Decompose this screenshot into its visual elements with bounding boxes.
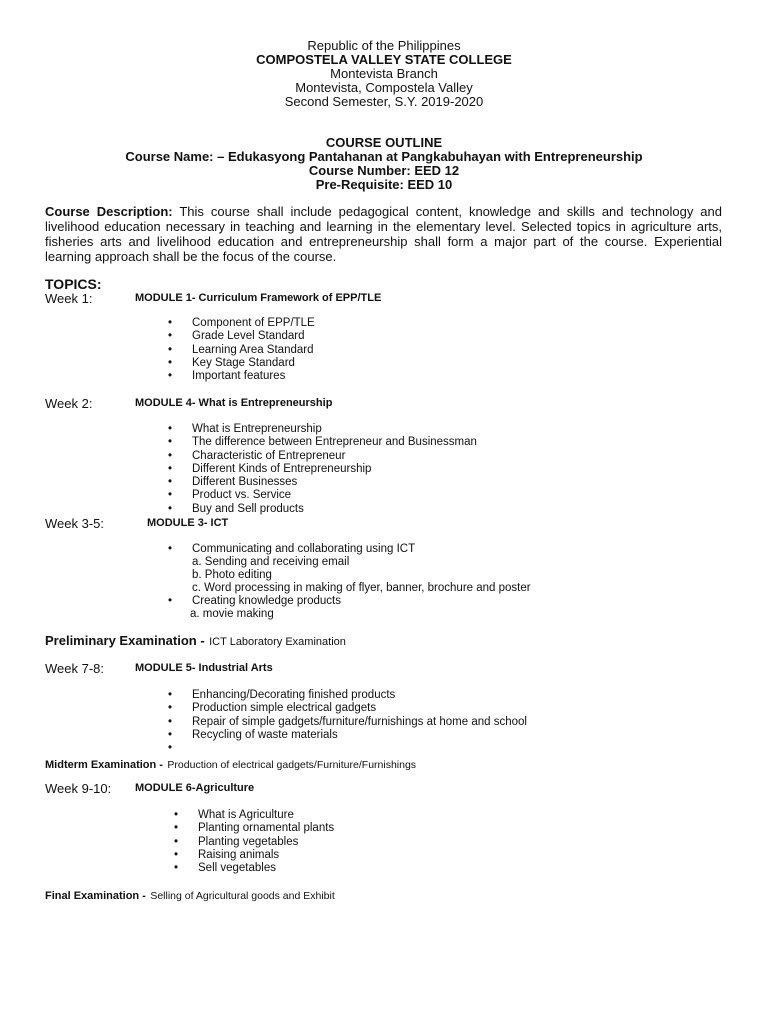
week-3-5-subitems-2 <box>166 608 274 621</box>
midterm-exam <box>45 755 416 773</box>
week-1-module: MODULE 1- Curriculum Framework of EPP/TLE <box>135 292 382 304</box>
week-9-10-module: MODULE 6-Agriculture <box>135 782 255 794</box>
final-exam-text: Selling of Agricultural goods and Exhibit <box>150 890 335 902</box>
week-3-5-topics-2 <box>168 595 341 608</box>
list-item: • What is Agriculture <box>174 809 334 822</box>
list-item: • Important features <box>168 370 315 383</box>
midterm-exam-text: Production of electrical gadgets/Furniture/Furnishings <box>167 759 417 771</box>
list-item: • Component of EPP/TLE <box>168 317 315 330</box>
list-item: • Product vs. Service <box>168 489 477 502</box>
week-7-8-label: Week 7-8: <box>45 661 105 676</box>
header-college: COMPOSTELA VALLEY STATE COLLEGE <box>256 52 512 67</box>
list-item: • The difference between Entrepreneur and Businessman <box>168 436 477 449</box>
week-1-topics <box>168 317 315 383</box>
week-1-label: Week 1: <box>45 291 93 306</box>
week-2-module: MODULE 4- What is Entrepreneurship <box>135 397 333 409</box>
list-item: • What is Entrepreneurship <box>168 423 477 436</box>
list-item <box>168 742 527 755</box>
header-branch: Montevista Branch <box>330 66 438 81</box>
sub-item: c. Word processing in making of flyer, banner, brochure and poster <box>192 582 531 594</box>
list-item: • Planting ornamental plants <box>174 822 334 835</box>
week-3-5-topics <box>168 543 415 556</box>
final-exam-label: Final Examination - <box>45 890 146 902</box>
course-number: Course Number: EED 12 <box>308 163 460 178</box>
week-2-label: Week 2: <box>45 396 93 411</box>
list-item: • Buy and Sell products <box>168 503 477 516</box>
course-description <box>45 204 722 264</box>
week-7-8-module: MODULE 5- Industrial Arts <box>135 662 273 674</box>
week-9-10-topics <box>174 809 334 875</box>
list-item: • Enhancing/Decorating finished products <box>168 689 527 702</box>
header-republic: Republic of the Philippines <box>307 38 461 53</box>
list-item: • Different Kinds of Entrepreneurship <box>168 463 477 476</box>
list-item: • Key Stage Standard <box>168 357 315 370</box>
week-3-5-module: MODULE 3- ICT <box>147 517 229 529</box>
preliminary-exam-label: Preliminary Examination - <box>45 633 205 648</box>
preliminary-exam <box>45 632 346 650</box>
list-item: • Different Businesses <box>168 476 477 489</box>
week-2-topics <box>168 423 477 516</box>
list-item: • Recycling of waste materials <box>168 729 527 742</box>
list-item: • Planting vegetables <box>174 836 334 849</box>
list-item: • Production simple electrical gadgets <box>168 702 527 715</box>
list-item: • Creating knowledge products <box>168 595 341 608</box>
final-exam <box>45 886 335 904</box>
outline-title: COURSE OUTLINE <box>325 135 443 150</box>
prerequisite: Pre-Requisite: EED 10 <box>315 177 453 192</box>
preliminary-exam-text: ICT Laboratory Examination <box>209 636 346 648</box>
topics-heading: TOPICS: <box>45 276 102 292</box>
list-item: • Learning Area Standard <box>168 344 315 357</box>
header-location: Montevista, Compostela Valley <box>295 80 473 95</box>
week-9-10-label: Week 9-10: <box>45 781 112 796</box>
course-name: Course Name: – Edukasyong Pantahanan at Pangkabuhayan with Entrepreneurship <box>125 149 643 164</box>
list-item: • Grade Level Standard <box>168 330 315 343</box>
list-item: • Repair of simple gadgets/furniture/furnishings at home and school <box>168 716 527 729</box>
list-item: • Characteristic of Entrepreneur <box>168 450 477 463</box>
week-3-5-subitems <box>168 556 531 595</box>
sub-item: a. Sending and receiving email <box>192 556 350 568</box>
midterm-exam-label: Midterm Examination - <box>45 759 163 771</box>
list-item: • Communicating and collaborating using ICT <box>168 543 415 556</box>
week-3-5-label: Week 3-5: <box>45 516 105 531</box>
course-description-text: This course shall include pedagogical content, knowledge and skills and technology and livelihood education necessary in teaching and learning in the elementary level. Selected topics in agriculture arts, fisheries arts and livelihood education and entrepreneurship shall form a major part of the course. Experiential learning approach shall be the focus of the course. <box>45 204 722 264</box>
course-description-label: Course Description: <box>45 204 173 219</box>
week-7-8-topics <box>168 689 527 755</box>
list-item: • Raising animals <box>174 849 334 862</box>
sub-item: b. Photo editing <box>192 569 272 581</box>
list-item: • Sell vegetables <box>174 862 334 875</box>
header-semester: Second Semester, S.Y. 2019-2020 <box>284 94 484 109</box>
sub-item: a. movie making <box>190 608 274 620</box>
